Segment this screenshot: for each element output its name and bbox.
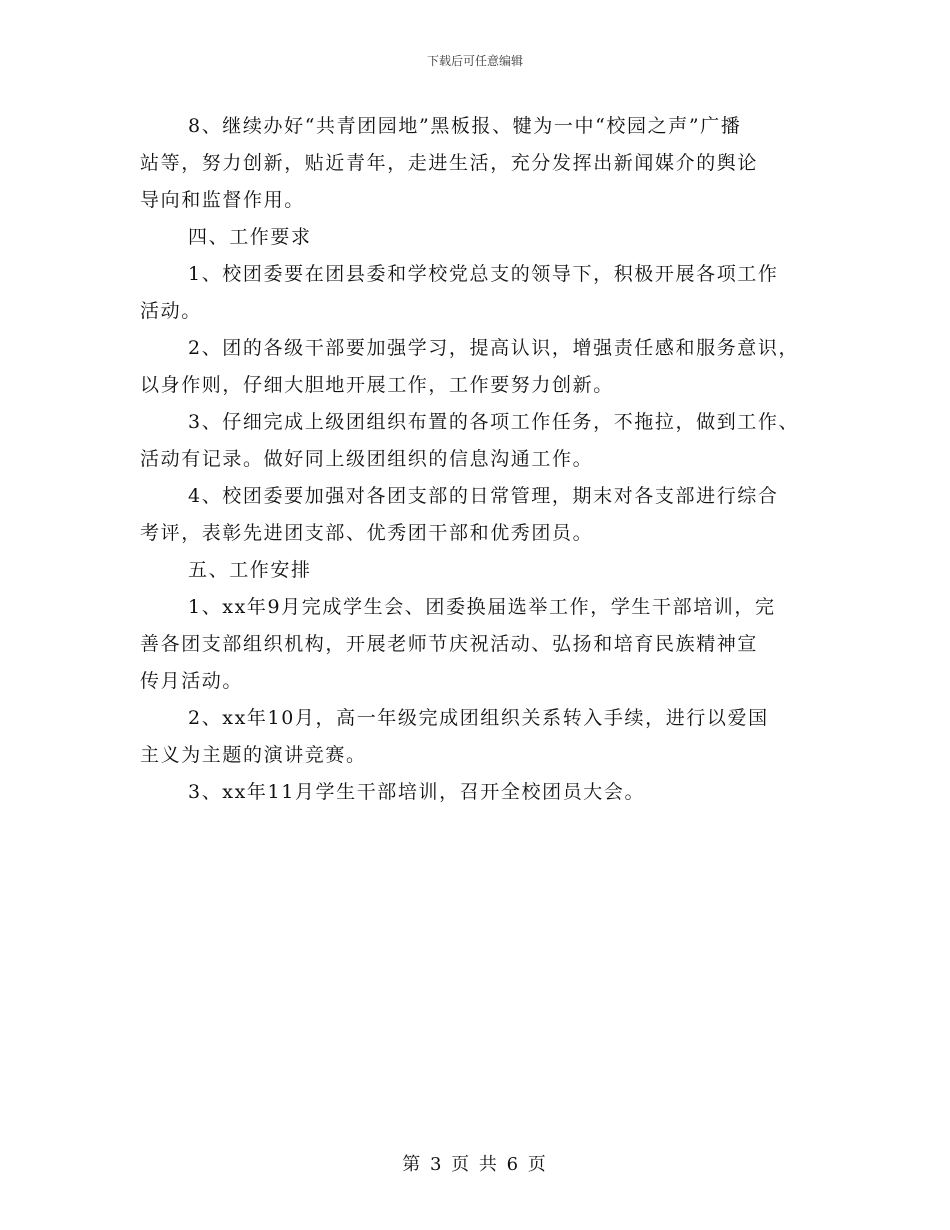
section-heading: 四、工作要求	[188, 226, 312, 248]
document-body	[140, 108, 820, 811]
paragraph-line: 以身作则，仔细大胆地开展工作，工作要努力创新。	[140, 374, 614, 396]
paragraph-line: 8、继续办好“共青团园地”黑板报、犍为一中“校园之声”广播	[188, 115, 742, 137]
paragraph-line: 传月活动。	[140, 670, 244, 692]
page-header-note: 下载后可任意编辑	[426, 54, 523, 68]
paragraph-line: 活动。	[140, 300, 202, 322]
paragraph-line: 2、团的各级干部要加强学习，提高认识，增强责任感和服务意识，	[188, 337, 800, 359]
section-heading: 五、工作安排	[188, 559, 312, 581]
paragraph-line: 1、xx年9月完成学生会、团委换届选举工作，学生干部培训，完	[188, 596, 776, 618]
paragraph-line: 站等，努力创新，贴近青年，走进生活，充分发挥出新闻媒介的舆论	[140, 152, 759, 174]
paragraph-line: 考评，表彰先进团支部、优秀团干部和优秀团员。	[140, 522, 594, 544]
paragraph-line: 善各团支部组织机构，开展老师节庆祝活动、弘扬和培育民族精神宣	[140, 633, 759, 655]
paragraph-line: 导向和监督作用。	[140, 189, 305, 211]
paragraph-line: 4、校团委要加强对各团支部的日常管理，期末对各支部进行综合	[188, 485, 779, 507]
paragraph-line: 3、仔细完成上级团组织布置的各项工作任务，不拖拉，做到工作、	[188, 411, 800, 433]
paragraph-line: 2、xx年10月，高一年级完成团组织关系转入手续，进行以爱国	[188, 707, 769, 729]
paragraph-line: 活动有记录。做好同上级团组织的信息沟通工作。	[140, 448, 594, 470]
paragraph-line: 1、校团委要在团县委和学校党总支的领导下，积极开展各项工作	[188, 263, 779, 285]
page-number: 第 3 页 共 6 页	[402, 1154, 548, 1175]
paragraph-line: 3、xx年11月学生干部培训，召开全校团员大会。	[188, 781, 646, 803]
paragraph-line: 主义为主题的演讲竞赛。	[140, 744, 367, 766]
